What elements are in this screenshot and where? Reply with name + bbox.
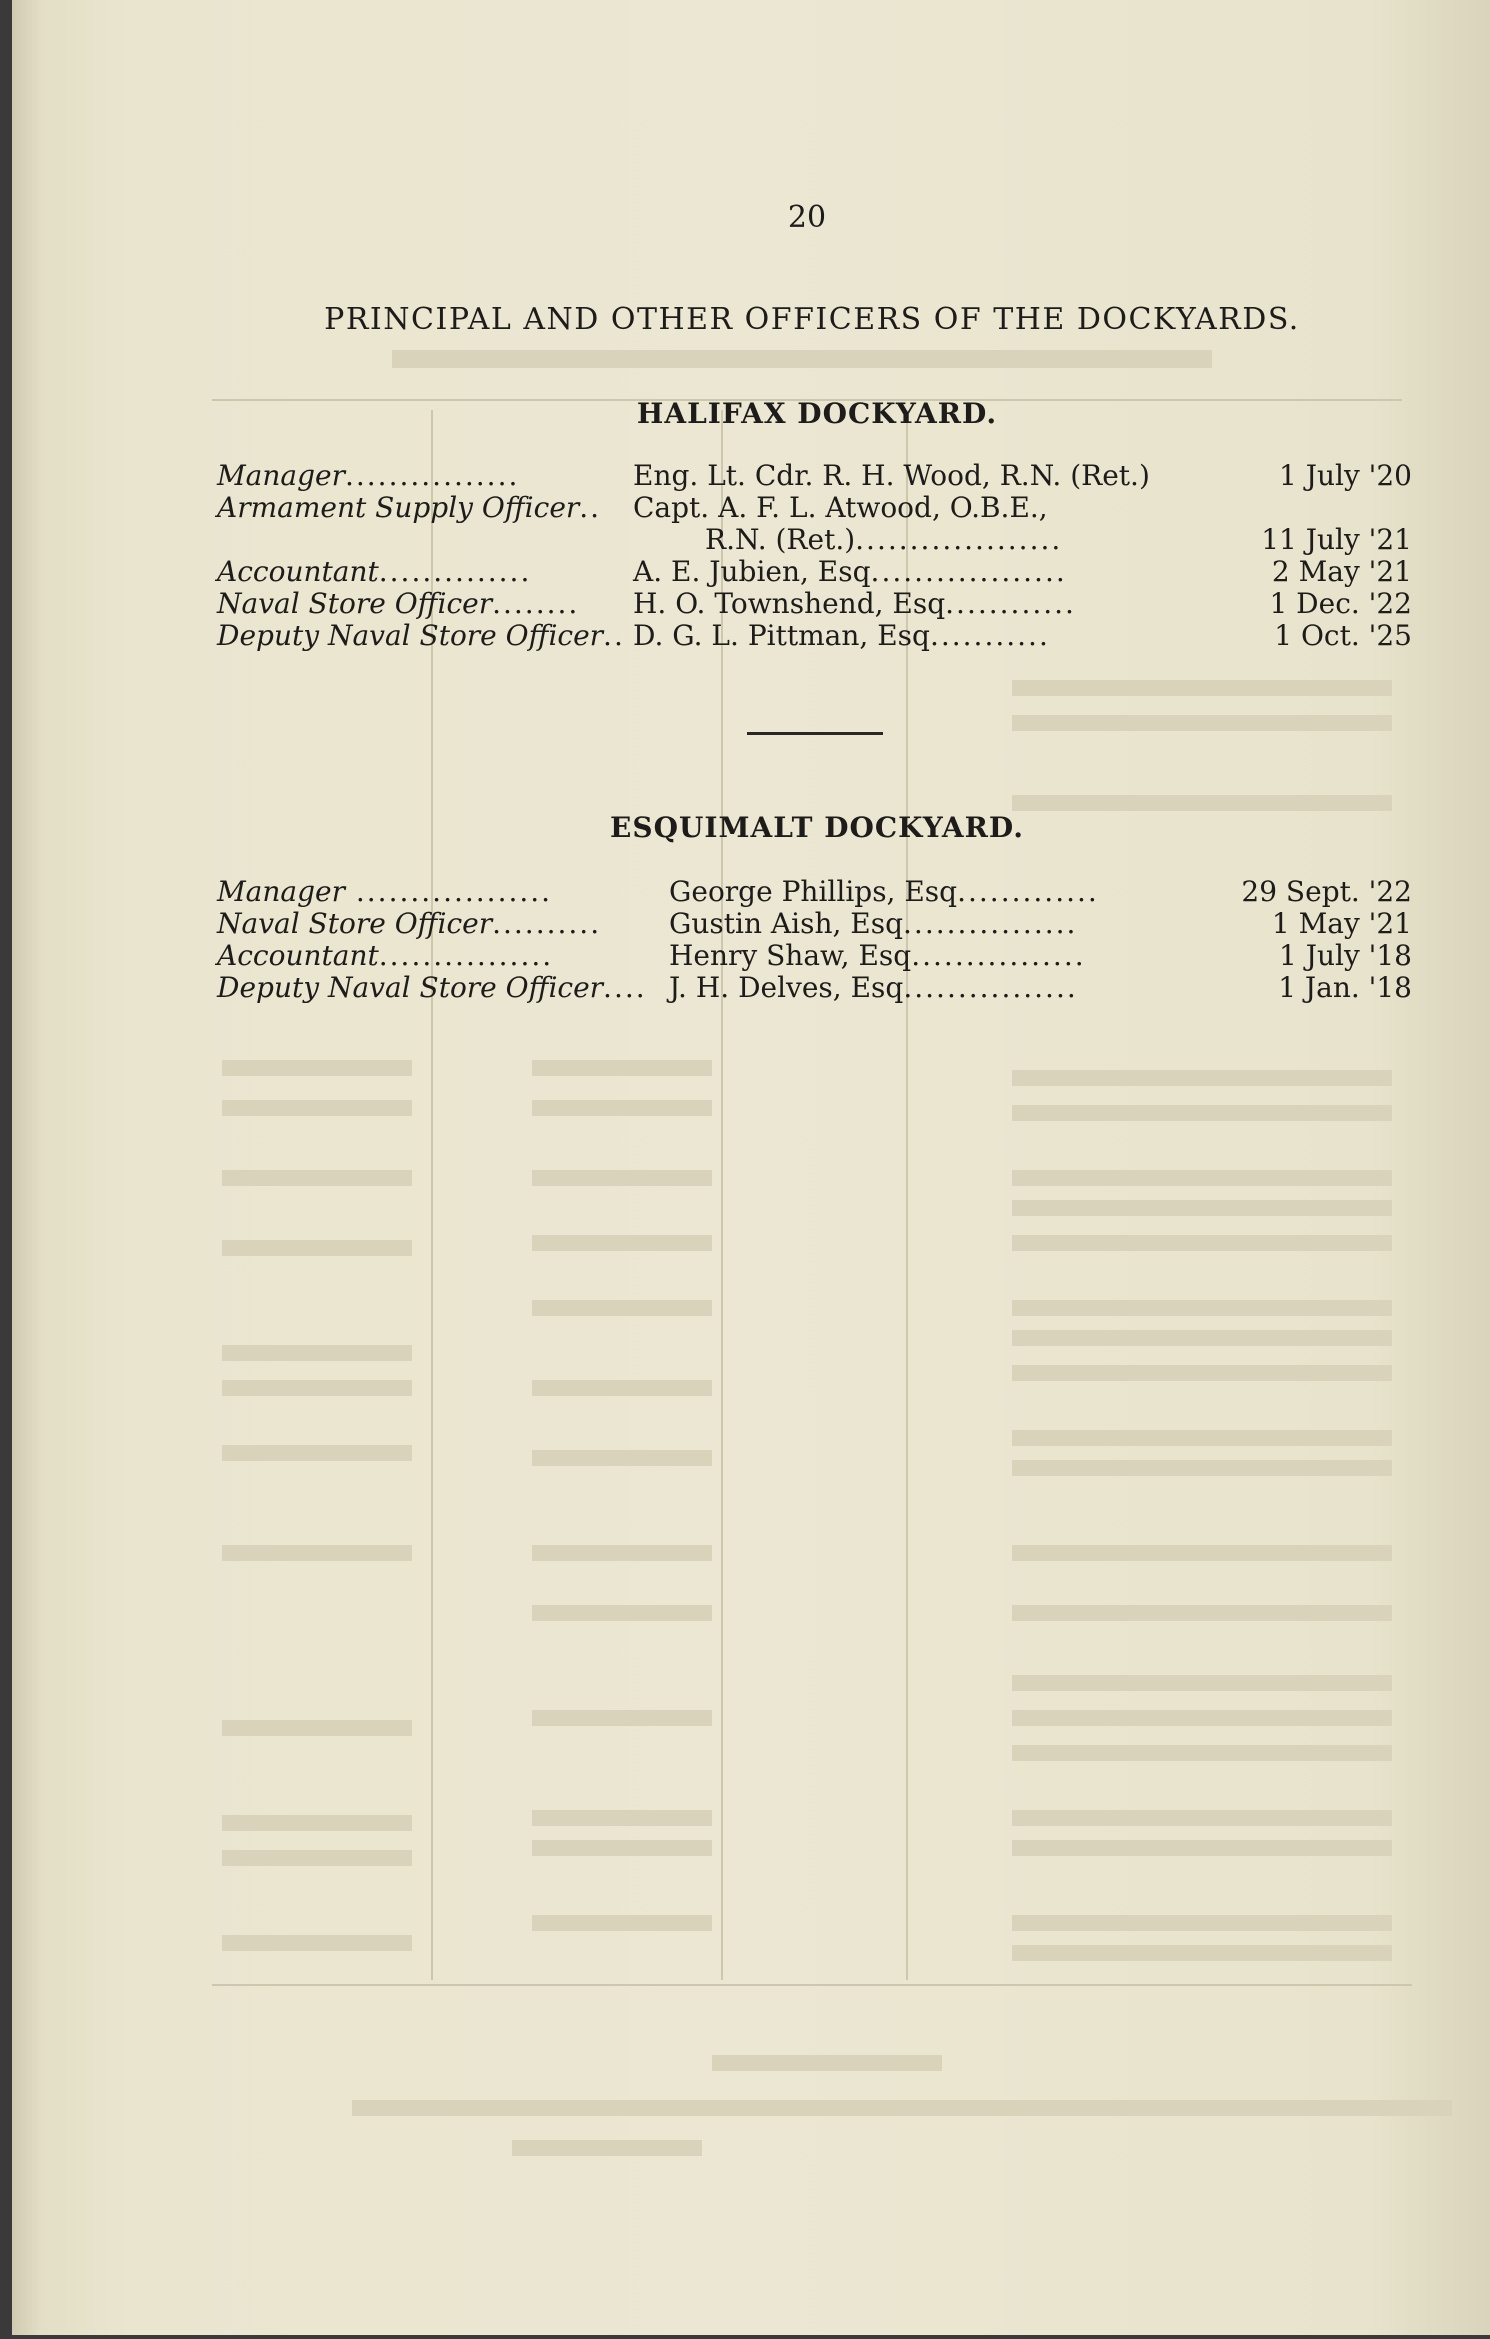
officer-title: Manager .................. <box>217 875 553 908</box>
officer-name: A. E. Jubien, Esq.................. <box>633 555 1067 588</box>
officer-name: Henry Shaw, Esq................ <box>669 939 1086 972</box>
show-through-texture <box>12 0 1490 2335</box>
officer-row <box>217 524 1412 556</box>
esquimalt-heading: ESQUIMALT DOCKYARD. <box>610 811 1024 844</box>
officer-title: Accountant................ <box>217 939 554 972</box>
officer-name: Eng. Lt. Cdr. R. H. Wood, R.N. (Ret.) <box>633 459 1150 492</box>
officer-name: George Phillips, Esq............. <box>669 875 1099 908</box>
appointment-date: 2 May '21 <box>1271 555 1412 588</box>
page-number: 20 <box>787 200 827 235</box>
appointment-date: 1 Jan. '18 <box>1278 971 1412 1004</box>
halifax-heading: HALIFAX DOCKYARD. <box>636 397 998 430</box>
section-divider <box>747 732 883 735</box>
officer-name: Gustin Aish, Esq................ <box>669 907 1078 940</box>
officer-title: Accountant.............. <box>217 555 532 588</box>
officer-title: Manager................ <box>217 459 520 492</box>
officer-title: Deputy Naval Store Officer.. <box>217 619 625 652</box>
appointment-date: 11 July '21 <box>1261 523 1412 556</box>
officer-row <box>217 620 1412 652</box>
officer-title: Naval Store Officer........ <box>217 587 580 620</box>
officer-name: R.N. (Ret.)................... <box>705 523 1063 556</box>
document-page <box>12 0 1490 2335</box>
officer-name: H. O. Townshend, Esq............ <box>633 587 1076 620</box>
officer-row <box>217 876 1412 908</box>
officer-name: Capt. A. F. L. Atwood, O.B.E., <box>633 491 1048 524</box>
appointment-date: 1 Dec. '22 <box>1269 587 1412 620</box>
esquimalt-officers-table <box>217 876 1412 1004</box>
officer-row <box>217 556 1412 588</box>
officer-row <box>217 588 1412 620</box>
officer-row <box>217 940 1412 972</box>
appointment-date: 1 May '21 <box>1271 907 1412 940</box>
appointment-date: 1 Oct. '25 <box>1274 619 1412 652</box>
officer-row <box>217 492 1412 524</box>
officer-name: J. H. Delves, Esq................ <box>669 971 1078 1004</box>
officer-title: Armament Supply Officer.. <box>217 491 602 524</box>
appointment-date: 1 July '20 <box>1279 459 1412 492</box>
page-title: PRINCIPAL AND OTHER OFFICERS OF THE DOCKYARDS. <box>324 302 1300 337</box>
officer-row <box>217 972 1412 1004</box>
appointment-date: 29 Sept. '22 <box>1241 875 1412 908</box>
officer-row <box>217 908 1412 940</box>
halifax-officers-table <box>217 460 1412 652</box>
officer-row <box>217 460 1412 492</box>
officer-title: Naval Store Officer.......... <box>217 907 602 940</box>
appointment-date: 1 July '18 <box>1279 939 1412 972</box>
officer-name: D. G. L. Pittman, Esq........... <box>633 619 1050 652</box>
officer-title: Deputy Naval Store Officer.... <box>217 971 647 1004</box>
